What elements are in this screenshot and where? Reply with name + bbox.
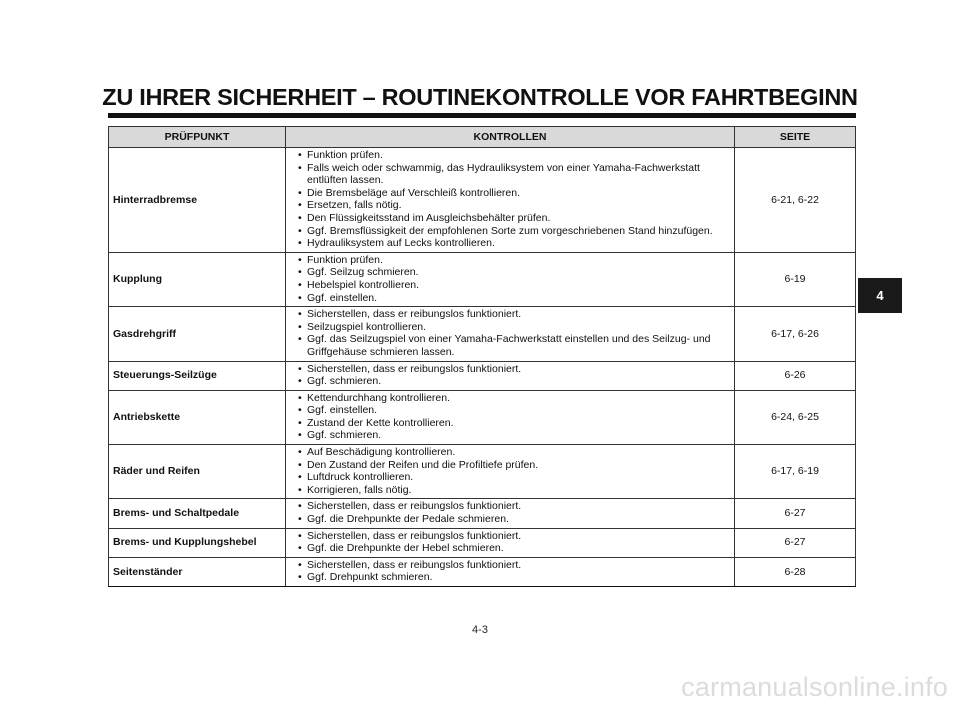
checks-cell [286, 148, 735, 253]
page-ref: 6-19 [735, 252, 856, 306]
check-text: Hebelspiel kontrollieren. [307, 278, 420, 291]
page-ref: 6-28 [735, 557, 856, 586]
check-text: Korrigieren, falls nötig. [307, 483, 412, 496]
bullet-icon: • [298, 446, 302, 459]
list-item [290, 237, 730, 250]
page-ref: 6-26 [735, 361, 856, 390]
bullet-icon: • [298, 237, 302, 250]
check-text: Sicherstellen, dass er reibungslos funktioniert. [307, 362, 522, 375]
check-text: Sicherstellen, dass er reibungslos funktioniert. [307, 500, 522, 513]
checks-list [290, 500, 730, 525]
list-item [290, 559, 730, 572]
checks-list [290, 530, 730, 555]
bullet-icon: • [298, 224, 302, 237]
check-text: Ggf. einstellen. [307, 291, 378, 304]
check-text: Ggf. schmieren. [307, 375, 382, 388]
check-text: Falls weich oder schwammig, das Hydrauliksystem von einer Yamaha-Fachwerkstatt entlüften lassen. [307, 161, 700, 187]
bullet-icon: • [298, 513, 302, 526]
table-row [109, 557, 856, 586]
bullet-icon: • [298, 542, 302, 555]
checks-list [290, 559, 730, 584]
bullet-icon: • [298, 333, 302, 346]
check-text: Funktion prüfen. [307, 253, 383, 266]
page-ref: 6-27 [735, 499, 856, 528]
checks-cell [286, 252, 735, 306]
list-item [290, 333, 730, 358]
table-body [109, 148, 856, 587]
bullet-icon: • [298, 291, 302, 304]
bullet-icon: • [298, 253, 302, 266]
check-text: Die Bremsbeläge auf Verschleiß kontrollieren. [307, 186, 521, 199]
check-text: Ggf. die Drehpunkte der Pedale schmieren. [307, 513, 509, 526]
list-item [290, 542, 730, 555]
check-point-label: Brems- und Schaltpedale [109, 499, 286, 528]
bullet-icon: • [298, 308, 302, 321]
check-point-label: Hinterradbremse [109, 148, 286, 253]
chapter-tab[interactable] [858, 278, 902, 313]
bullet-icon: • [298, 571, 302, 584]
table-row [109, 148, 856, 253]
bullet-icon: • [298, 391, 302, 404]
check-text: Ggf. das Seilzugspiel von einer Yamaha-Fachwerkstatt einstellen und des Seilzug- und Griffgehäuse schmieren lassen. [307, 333, 711, 358]
checks-cell [286, 557, 735, 586]
list-item [290, 363, 730, 376]
list-item [290, 392, 730, 405]
table-row [109, 499, 856, 528]
list-item [290, 500, 730, 513]
check-point-label: Brems- und Kupplungshebel [109, 528, 286, 557]
bullet-icon: • [298, 199, 302, 212]
check-text: Auf Beschädigung kontrollieren. [307, 446, 456, 459]
list-item [290, 571, 730, 584]
page-ref: 6-17, 6-19 [735, 445, 856, 499]
list-item [290, 471, 730, 484]
list-item [290, 404, 730, 417]
page-ref: 6-24, 6-25 [735, 390, 856, 444]
list-item [290, 266, 730, 279]
bullet-icon: • [298, 278, 302, 291]
list-item [290, 375, 730, 388]
list-item [290, 212, 730, 225]
check-point-label: Räder und Reifen [109, 445, 286, 499]
list-item [290, 149, 730, 162]
bullet-icon: • [298, 320, 302, 333]
check-point-label: Antriebskette [109, 390, 286, 444]
checks-cell [286, 445, 735, 499]
table-row [109, 252, 856, 306]
checks-cell [286, 499, 735, 528]
check-point-label: Kupplung [109, 252, 286, 306]
check-text: Den Zustand der Reifen und die Profiltiefe prüfen. [307, 458, 539, 471]
check-text: Den Flüssigkeitsstand im Ausgleichsbehälter prüfen. [307, 211, 551, 224]
list-item [290, 225, 730, 238]
checks-cell [286, 307, 735, 361]
table-row [109, 307, 856, 361]
table-row [109, 361, 856, 390]
list-item [290, 292, 730, 305]
bullet-icon: • [298, 186, 302, 199]
page-ref: 6-27 [735, 528, 856, 557]
check-text: Ggf. Seilzug schmieren. [307, 266, 419, 279]
check-point-label: Steuerungs-Seilzüge [109, 361, 286, 390]
list-item [290, 446, 730, 459]
watermark: carmanualsonline.info [681, 672, 948, 702]
check-text: Hydrauliksystem auf Lecks kontrollieren. [307, 237, 495, 250]
bullet-icon: • [298, 161, 302, 174]
checks-list [290, 308, 730, 358]
checks-list [290, 363, 730, 388]
bullet-icon: • [298, 266, 302, 279]
page-ref: 6-21, 6-22 [735, 148, 856, 253]
bullet-icon: • [298, 149, 302, 161]
list-item [290, 321, 730, 334]
list-item [290, 484, 730, 497]
bullet-icon: • [298, 211, 302, 224]
checks-cell [286, 361, 735, 390]
check-point-label: Gasdrehgriff [109, 307, 286, 361]
list-item [290, 254, 730, 267]
list-item [290, 308, 730, 321]
list-item [290, 429, 730, 442]
checks-cell [286, 528, 735, 557]
chapter-tab-label: 4 [876, 288, 884, 303]
list-item [290, 187, 730, 200]
table-row [109, 528, 856, 557]
bullet-icon: • [298, 500, 302, 513]
check-text: Sicherstellen, dass er reibungslos funktioniert. [307, 308, 522, 321]
checks-cell [286, 390, 735, 444]
bullet-icon: • [298, 404, 302, 417]
check-text: Ersetzen, falls nötig. [307, 199, 402, 212]
check-text: Sicherstellen, dass er reibungslos funktioniert. [307, 529, 522, 542]
bullet-icon: • [298, 416, 302, 429]
check-text: Ggf. einstellen. [307, 404, 378, 417]
check-text: Funktion prüfen. [307, 149, 383, 161]
list-item [290, 199, 730, 212]
header-checks: KONTROLLEN [286, 127, 735, 148]
check-text: Sicherstellen, dass er reibungslos funktioniert. [307, 558, 522, 571]
list-item [290, 459, 730, 472]
checks-list [290, 149, 730, 250]
bullet-icon: • [298, 362, 302, 375]
inspection-table [108, 126, 856, 587]
check-text: Luftdruck kontrollieren. [307, 471, 414, 484]
table-row [109, 445, 856, 499]
page-ref: 6-17, 6-26 [735, 307, 856, 361]
bullet-icon: • [298, 429, 302, 442]
bullet-icon: • [298, 471, 302, 484]
checks-list [290, 392, 730, 442]
header-page: SEITE [735, 127, 856, 148]
check-text: Ggf. Bremsflüssigkeit der empfohlenen Sorte zum vorgeschriebenen Stand hinzufügen. [307, 224, 713, 237]
check-text: Kettendurchhang kontrollieren. [307, 391, 451, 404]
checks-list [290, 446, 730, 496]
page-title: ZU IHRER SICHERHEIT – ROUTINEKONTROLLE VOR FAHRTBEGINN [102, 84, 858, 110]
check-text: Zustand der Kette kontrollieren. [307, 416, 454, 429]
check-text: Ggf. schmieren. [307, 429, 382, 442]
list-item [290, 279, 730, 292]
table-row [109, 390, 856, 444]
bullet-icon: • [298, 558, 302, 571]
page-number: 4-3 [472, 624, 488, 636]
check-point-label: Seitenständer [109, 557, 286, 586]
bullet-icon: • [298, 529, 302, 542]
list-item [290, 513, 730, 526]
bullet-icon: • [298, 458, 302, 471]
check-text: Ggf. die Drehpunkte der Hebel schmieren. [307, 542, 504, 555]
header-point: PRÜFPUNKT [109, 127, 286, 148]
list-item [290, 162, 730, 187]
check-text: Seilzugspiel kontrollieren. [307, 320, 427, 333]
check-text: Ggf. Drehpunkt schmieren. [307, 571, 433, 584]
list-item [290, 530, 730, 543]
bullet-icon: • [298, 375, 302, 388]
checks-list [290, 254, 730, 304]
table-header-row [109, 127, 856, 148]
bullet-icon: • [298, 483, 302, 496]
list-item [290, 417, 730, 430]
title-underline [108, 113, 856, 118]
